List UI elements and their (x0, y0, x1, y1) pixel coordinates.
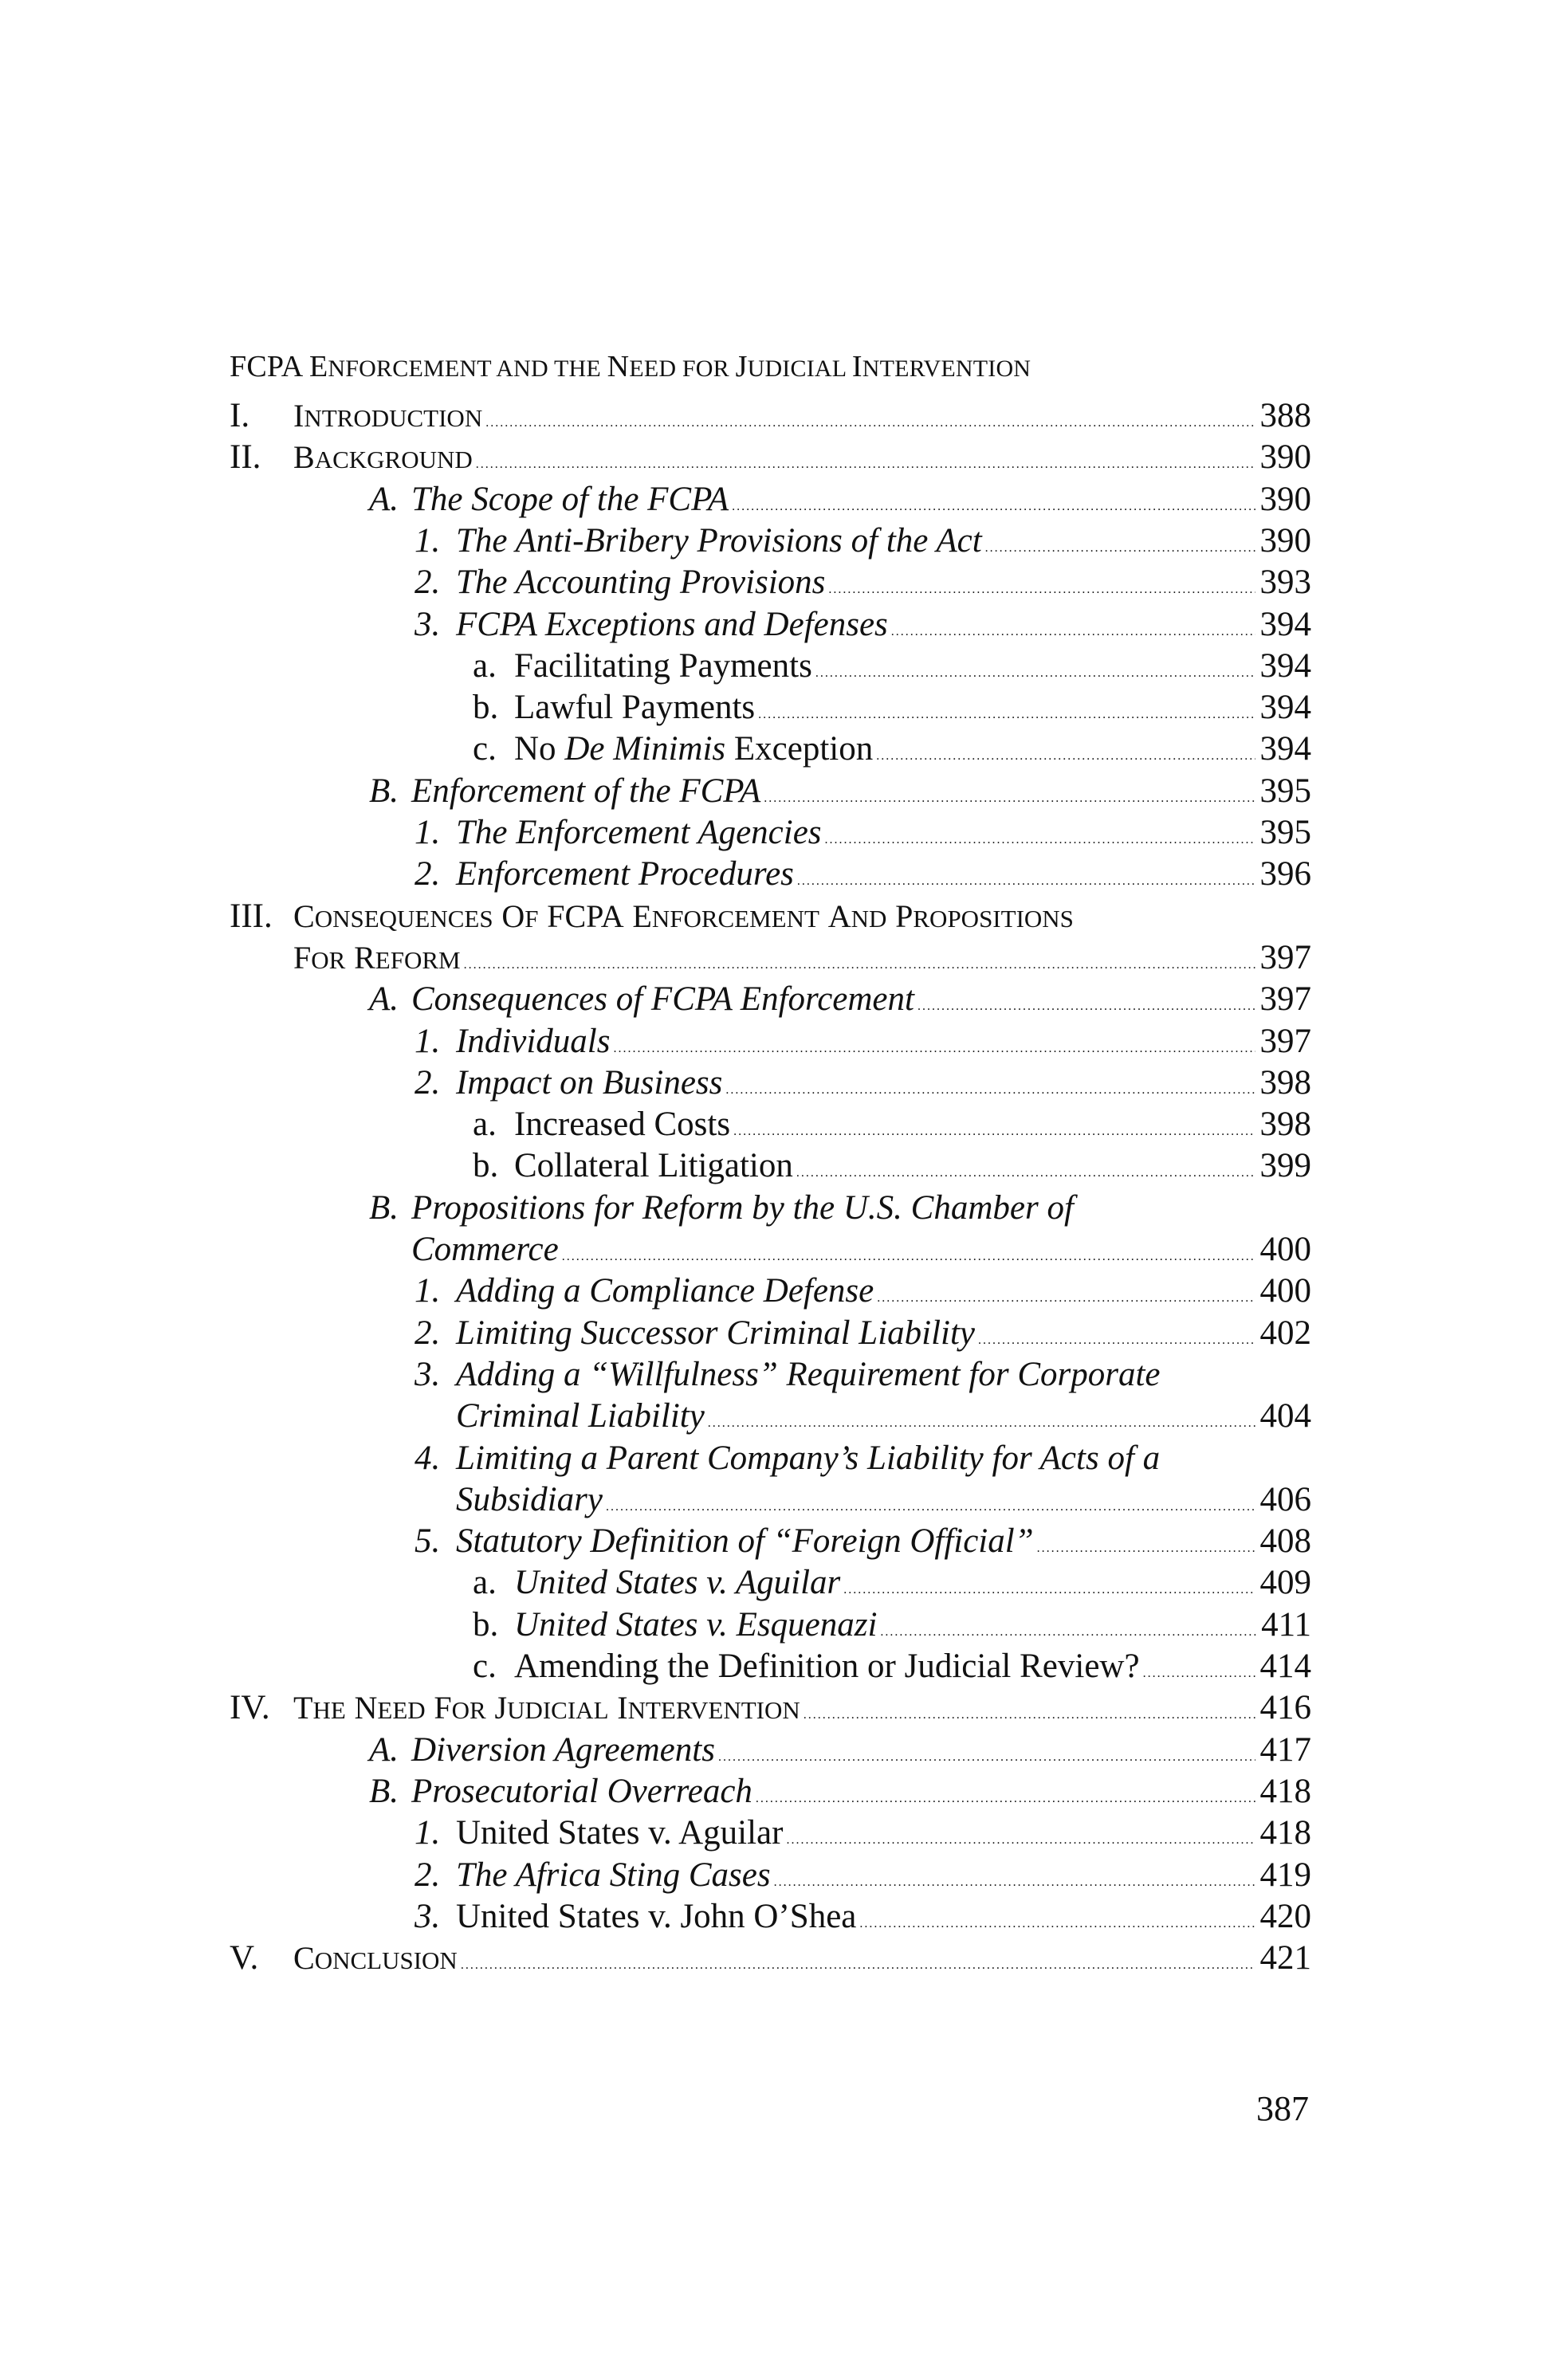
toc-number: 3. (415, 605, 441, 643)
toc-number: 1. (415, 814, 441, 851)
toc-label: FOR REFORM (293, 939, 461, 976)
toc-page: 397 (1259, 1022, 1311, 1060)
toc-number: 4. (415, 1439, 441, 1477)
toc-entry[interactable] (514, 688, 1311, 728)
toc-entry[interactable] (411, 1772, 1311, 1812)
title-segment: I (851, 350, 862, 383)
toc-page: 390 (1259, 480, 1311, 518)
toc-entry[interactable] (456, 1813, 1311, 1853)
toc-page: 417 (1259, 1730, 1311, 1769)
toc-number: A. (369, 980, 399, 1019)
toc-label: Collateral Litigation (514, 1147, 793, 1185)
toc-label-part: No (514, 730, 565, 768)
toc-label: Adding a “Willfulness” Requirement for Corporate (456, 1355, 1161, 1393)
toc-page: 414 (1259, 1648, 1311, 1685)
toc-number: B. (369, 1188, 399, 1227)
toc-label: The Enforcement Agencies (456, 814, 822, 851)
toc-number: b. (473, 1605, 499, 1644)
toc-label: FCPA Exceptions and Defenses (456, 605, 888, 643)
toc-entry[interactable] (456, 1314, 1311, 1353)
toc-label: CONCLUSION (293, 1940, 458, 1977)
toc-label: Enforcement Procedures (456, 855, 794, 893)
toc-label: Impact on Business (456, 1063, 723, 1102)
toc-number: 2. (415, 1314, 441, 1352)
toc-page: 418 (1259, 1772, 1311, 1810)
title-segment: J (735, 350, 748, 383)
toc-number: 2. (415, 855, 441, 893)
toc-entry[interactable] (456, 1897, 1311, 1937)
toc-label: Limiting a Parent Company’s Liability for Acts of a (456, 1439, 1161, 1477)
toc-entry[interactable] (514, 729, 1311, 769)
toc-label: United States v. Aguilar (514, 1564, 841, 1602)
toc-page: 400 (1259, 1231, 1311, 1268)
toc-number: c. (473, 730, 497, 768)
toc-page: 388 (1259, 397, 1311, 434)
toc-number: B. (369, 772, 399, 810)
toc-page: 390 (1259, 438, 1311, 477)
toc-page: 420 (1259, 1897, 1311, 1935)
toc-page: 418 (1259, 1814, 1311, 1852)
toc-page: 411 (1261, 1605, 1311, 1644)
toc-number: 2. (415, 1856, 441, 1894)
toc-page: 408 (1259, 1522, 1311, 1561)
toc-entry[interactable] (411, 772, 1311, 811)
toc-label: Increased Costs (514, 1106, 731, 1144)
toc-label: Limiting Successor Criminal Liability (456, 1314, 976, 1352)
toc-number: 3. (415, 1355, 441, 1393)
page-number: 387 (1256, 2089, 1309, 2128)
toc-entry[interactable] (411, 980, 1311, 1019)
toc-label: INTRODUCTION (293, 398, 483, 434)
toc-label: CONSEQUENCES OF FCPA ENFORCEMENT AND PROPOSITIONS (293, 897, 1074, 934)
toc-page: 390 (1259, 521, 1311, 560)
toc-number: 2. (415, 564, 441, 602)
toc-label: United States v. John O’Shea (456, 1897, 857, 1935)
toc-entry[interactable] (456, 1271, 1311, 1311)
toc-number: II. (230, 438, 261, 477)
toc-entry[interactable] (456, 1063, 1311, 1103)
toc-page: 394 (1259, 689, 1311, 727)
toc-label: The Anti-Bribery Provisions of the Act (456, 521, 982, 560)
toc-page: 394 (1259, 605, 1311, 643)
toc-page: 400 (1259, 1272, 1311, 1310)
toc-label: Enforcement of the FCPA (411, 772, 761, 810)
toc-label: Criminal Liability (456, 1397, 705, 1435)
toc-label (514, 729, 873, 769)
toc-label: Commerce (411, 1231, 559, 1268)
toc-number: b. (473, 689, 499, 727)
toc-page: 421 (1259, 1939, 1311, 1977)
title-segment: FCPA (230, 350, 309, 383)
toc-page: 406 (1259, 1480, 1311, 1518)
toc-number: IV. (230, 1689, 270, 1727)
toc-entry[interactable] (293, 1938, 1311, 1978)
toc-entry[interactable] (456, 813, 1311, 853)
toc-entry[interactable] (456, 521, 1311, 561)
toc-number: B. (369, 1772, 399, 1810)
toc-entry[interactable] (456, 854, 1311, 894)
toc-entry[interactable] (514, 1146, 1311, 1186)
toc-number: III. (230, 897, 273, 935)
toc-entry[interactable] (293, 1688, 1311, 1728)
toc-number: a. (473, 1564, 497, 1602)
toc-page: 395 (1259, 772, 1311, 810)
toc-page: 394 (1259, 646, 1311, 685)
toc-entry[interactable] (293, 396, 1311, 436)
toc-page: 399 (1259, 1147, 1311, 1185)
leader-dots (461, 1946, 1255, 1985)
toc-label: Adding a Compliance Defense (456, 1272, 874, 1310)
toc-number: b. (473, 1147, 499, 1185)
toc-entry[interactable] (456, 1022, 1311, 1062)
toc-number: 1. (415, 1022, 441, 1060)
toc-label: Facilitating Payments (514, 646, 812, 685)
toc-label: Individuals (456, 1022, 611, 1060)
toc-label: Lawful Payments (514, 689, 756, 727)
toc-entry[interactable] (456, 1522, 1311, 1561)
toc-page: 409 (1259, 1564, 1311, 1602)
toc-entry[interactable] (514, 1105, 1311, 1145)
toc-number: c. (473, 1648, 497, 1685)
toc-number: a. (473, 646, 497, 685)
toc-entry[interactable] (514, 646, 1311, 686)
toc-label: THE NEED FOR JUDICIAL INTERVENTION (293, 1690, 800, 1726)
toc-number: 1. (415, 1272, 441, 1310)
toc-page: 402 (1259, 1314, 1311, 1352)
title-segment: N (607, 350, 630, 383)
toc-label: Prosecutorial Overreach (411, 1772, 752, 1810)
toc-entry[interactable] (514, 1563, 1311, 1603)
toc-entry[interactable] (456, 1439, 1311, 1479)
toc-page: 397 (1259, 980, 1311, 1019)
toc-page: 404 (1259, 1397, 1311, 1435)
toc-label: United States v. Esquenazi (514, 1605, 878, 1644)
toc-label: Propositions for Reform by the U.S. Chamber of (411, 1188, 1074, 1227)
toc-label: The Scope of the FCPA (411, 480, 729, 518)
toc-number: 1. (415, 521, 441, 560)
toc-number: 2. (415, 1063, 441, 1102)
toc-label: Amending the Definition or Judicial Review? (514, 1648, 1140, 1685)
toc-number: 5. (415, 1522, 441, 1561)
toc-entry[interactable] (456, 1480, 1311, 1520)
toc-page: 398 (1259, 1106, 1311, 1144)
toc-number: V. (230, 1939, 259, 1977)
toc-entry[interactable] (514, 1605, 1311, 1645)
toc-entry[interactable] (411, 480, 1311, 520)
toc-number: I. (230, 397, 250, 434)
toc-page: 394 (1259, 730, 1311, 768)
toc-entry[interactable] (411, 1230, 1311, 1270)
toc-page: 398 (1259, 1063, 1311, 1102)
toc-label: The Africa Sting Cases (456, 1856, 771, 1894)
toc-label: Subsidiary (456, 1480, 603, 1518)
title-segment: E (308, 350, 328, 383)
toc-page: 419 (1259, 1856, 1311, 1894)
toc-number: A. (369, 480, 399, 518)
toc-number: a. (473, 1106, 497, 1144)
toc-label: BACKGROUND (293, 439, 473, 476)
toc-entry[interactable] (456, 605, 1311, 645)
toc-number: A. (369, 1730, 399, 1769)
toc-entry[interactable] (293, 438, 1311, 477)
toc-entry[interactable] (456, 1355, 1311, 1395)
toc-number: 1. (415, 1814, 441, 1852)
toc-label-part: De Minimis (564, 730, 726, 768)
toc-entry[interactable] (456, 1856, 1311, 1895)
toc-number: 3. (415, 1897, 441, 1935)
toc-entry[interactable] (411, 1730, 1311, 1770)
toc-page: 396 (1259, 855, 1311, 893)
title-segment: UDICIAL (747, 355, 852, 382)
toc-entry[interactable] (293, 897, 1311, 937)
toc-entry[interactable] (456, 1396, 1311, 1436)
toc-page: 416 (1259, 1689, 1311, 1727)
toc-page: 393 (1259, 564, 1311, 602)
toc-label: Statutory Definition of “Foreign Official” (456, 1522, 1034, 1561)
toc-label: The Accounting Provisions (456, 564, 826, 602)
toc-entry[interactable] (293, 938, 1311, 978)
toc-entry[interactable] (514, 1647, 1311, 1687)
toc-label: United States v. Aguilar (456, 1814, 784, 1852)
toc-label: Diversion Agreements (411, 1730, 715, 1769)
title-segment: EED FOR (629, 355, 736, 382)
toc-page: 397 (1259, 938, 1311, 976)
toc-entry[interactable] (411, 1188, 1311, 1228)
toc-label: Consequences of FCPA Enforcement (411, 980, 914, 1019)
title-segment: NTERVENTION (862, 355, 1031, 382)
toc-page: 395 (1259, 814, 1311, 851)
toc-entry[interactable] (456, 563, 1311, 603)
toc-label-part: Exception (725, 730, 874, 768)
title-segment: NFORCEMENT AND THE (328, 355, 607, 382)
